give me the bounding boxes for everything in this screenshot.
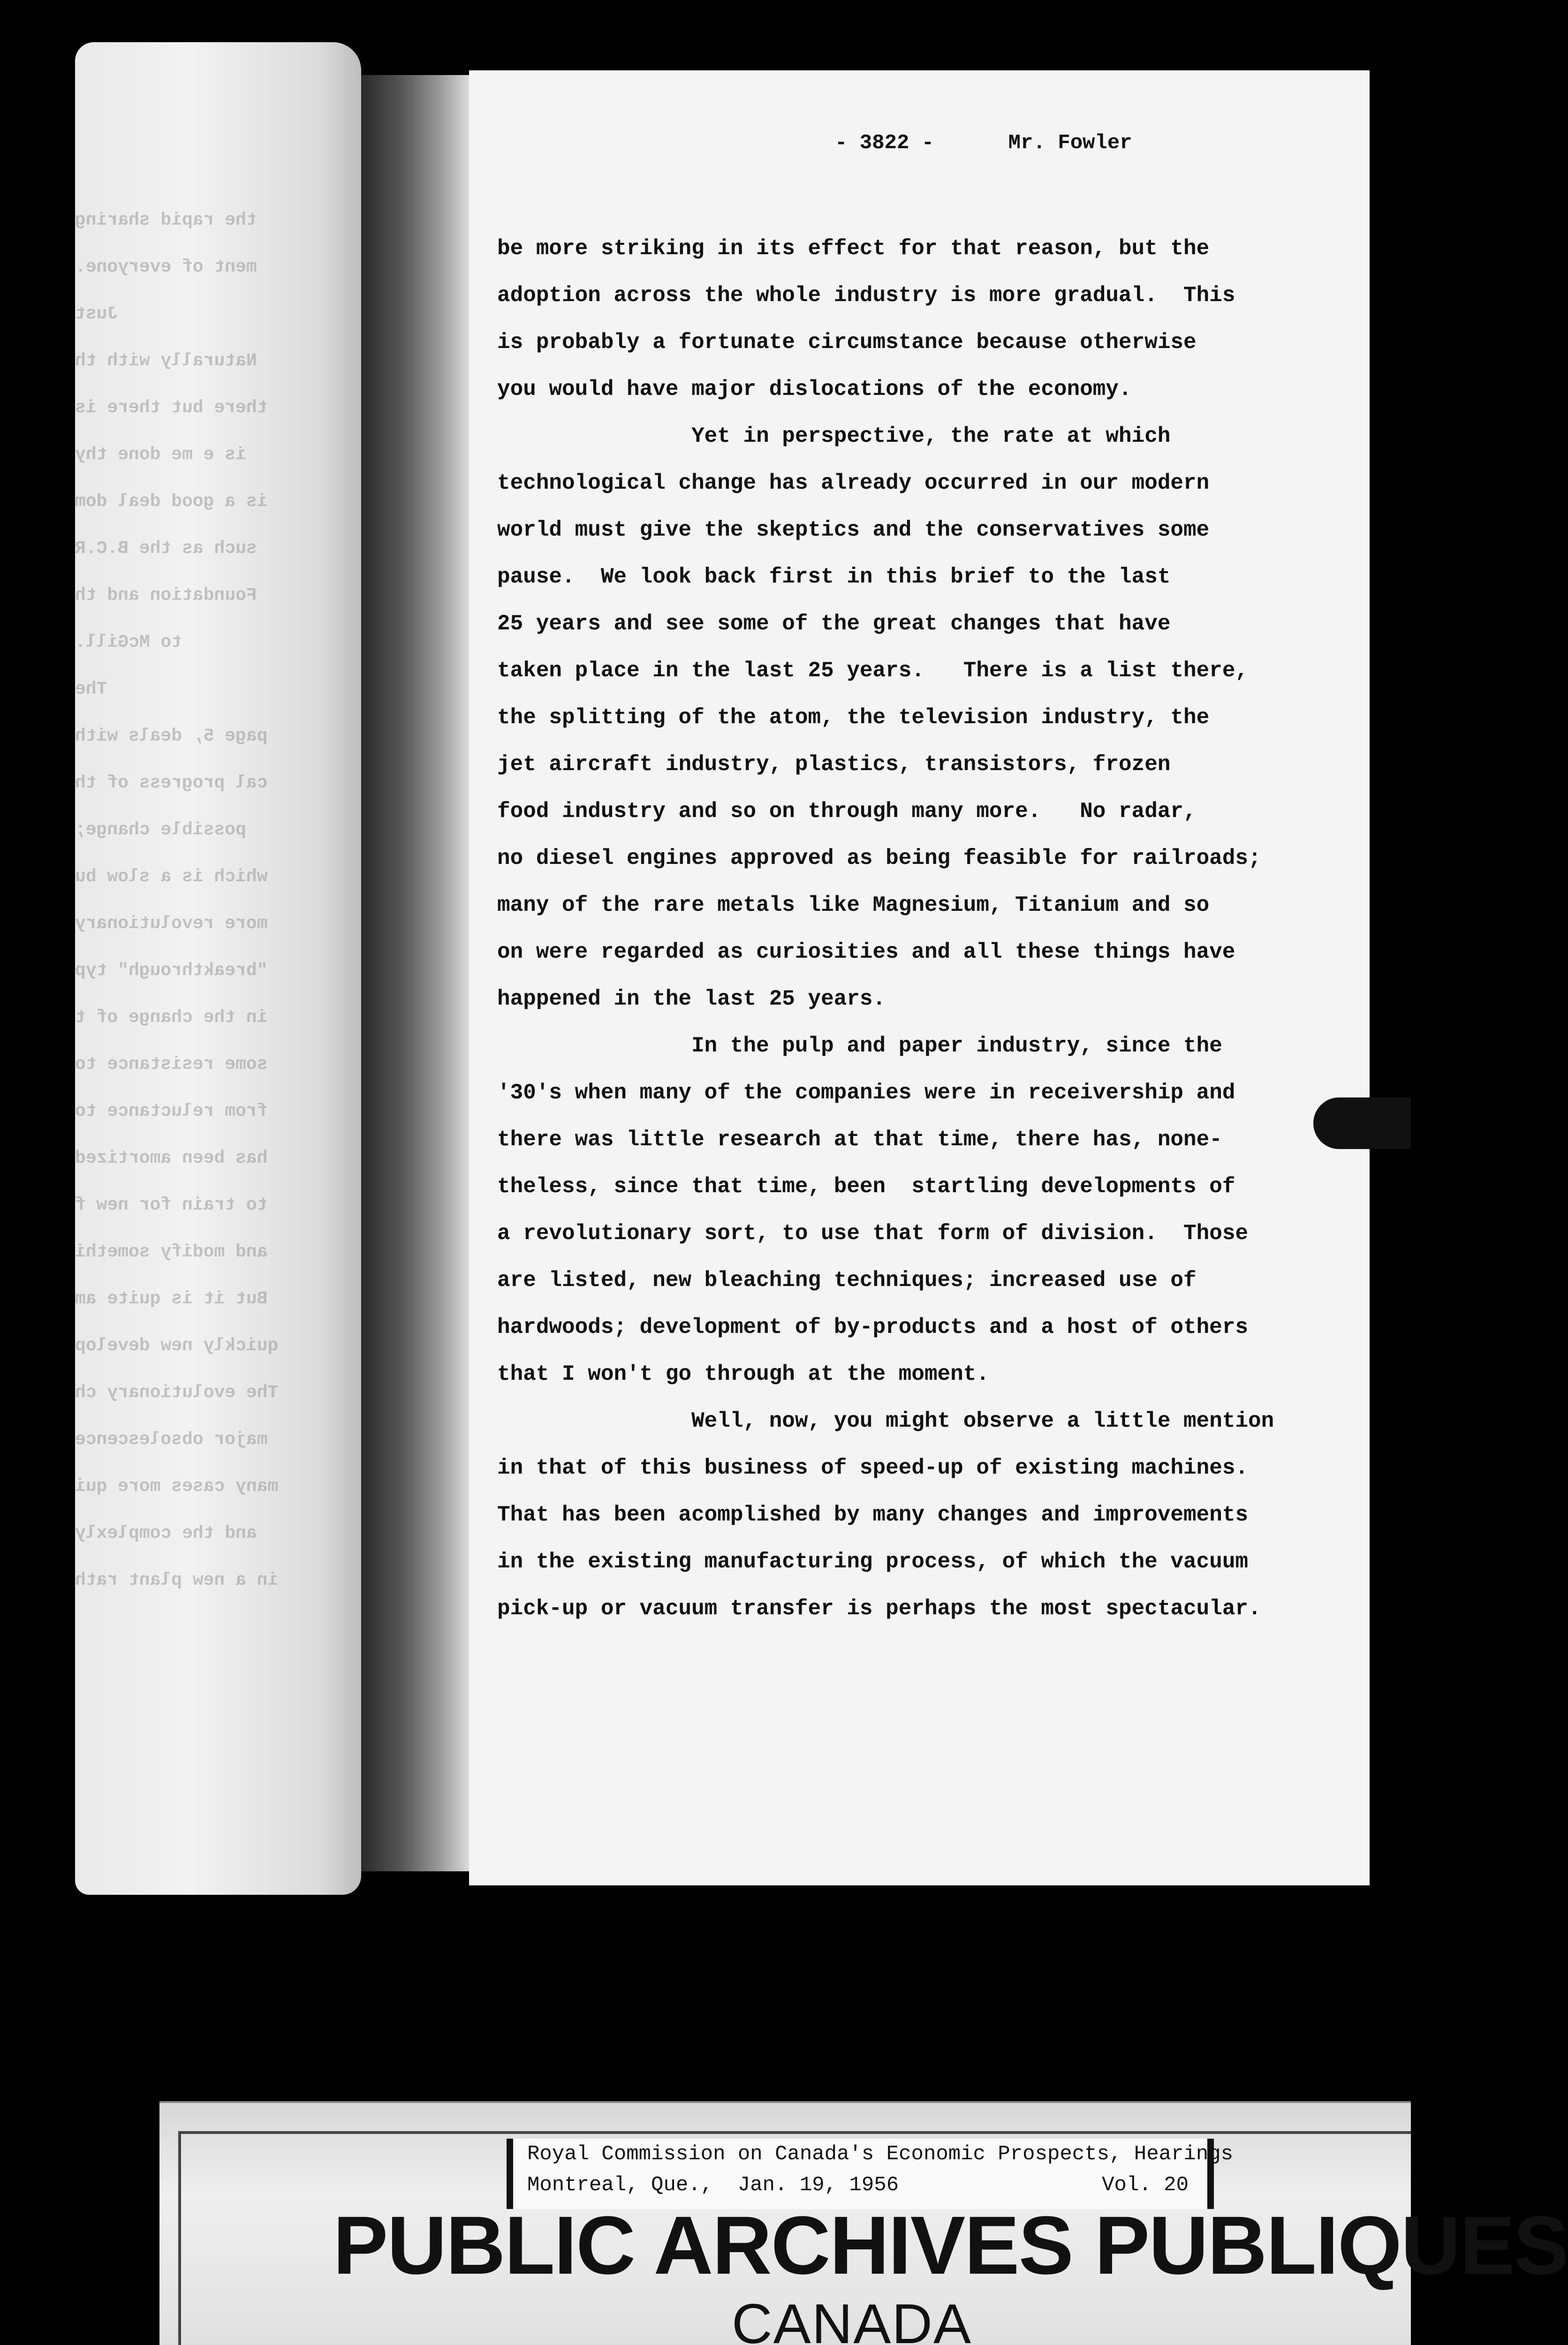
left-page-line: some resistance to — [75, 1054, 268, 1074]
left-page-line: The evolutionary ch — [75, 1383, 279, 1403]
transcript-line: hardwoods; development of by-products and a host of others — [497, 1315, 1249, 1339]
transcript-line: world must give the skeptics and the conservatives some — [497, 518, 1210, 542]
left-page-line: to train for new f — [75, 1195, 268, 1215]
left-page-line: and the complexly — [75, 1523, 257, 1543]
transcript-line: you would have major dislocations of the economy. — [497, 377, 1132, 401]
typed-page — [469, 70, 1370, 1885]
archives-title: PUBLIC ARCHIVES PUBLIQUES — [333, 2200, 1568, 2292]
transcript-line: is probably a fortunate circumstance because otherwise — [497, 330, 1197, 355]
archives-country: CANADA — [732, 2292, 972, 2345]
transcript-body — [497, 225, 1360, 1632]
transcript-line: food industry and so on through many more. No radar, — [497, 799, 1197, 824]
transcript-line: pick-up or vacuum transfer is perhaps the most spectacular. — [497, 1596, 1261, 1621]
transcript-line: many of the rare metals like Magnesium, Titanium and so — [497, 893, 1210, 917]
left-page-line: there but there is — [75, 398, 268, 418]
transcript-line: on were regarded as curiosities and all these things have — [497, 940, 1235, 964]
transcript-line: Well, now, you might observe a little mention — [497, 1409, 1274, 1433]
left-page-line: many cases more qui — [75, 1476, 279, 1497]
transcript-line: 25 years and see some of the great changes that have — [497, 612, 1171, 636]
left-page-line: cal progress of th — [75, 773, 268, 793]
transcript-line: a revolutionary sort, to use that form of division. Those — [497, 1221, 1249, 1246]
left-page-line: and modify somethi — [75, 1242, 268, 1262]
left-page-line: The — [75, 679, 107, 699]
left-page-line: is e me done thy — [75, 445, 246, 465]
left-page-line: which is a slow bu — [75, 867, 268, 887]
left-page-line: "breakthrough" typ — [75, 961, 268, 981]
left-page-line: such as the B.C.R — [75, 538, 257, 559]
left-page-line: major obsolescence — [75, 1430, 268, 1450]
left-page-line: quickly new develop — [75, 1336, 279, 1356]
transcript-line: in that of this business of speed-up of existing machines. — [497, 1456, 1249, 1480]
left-page-line: possible change; — [75, 820, 246, 840]
transcript-line: are listed, new bleaching techniques; increased use of — [497, 1268, 1197, 1293]
transcript-line: theless, since that time, been startling developments of — [497, 1174, 1235, 1199]
page-fold-shadow — [361, 75, 474, 1871]
left-page-line: But it is quite am — [75, 1289, 268, 1309]
transcript-line: In the pulp and paper industry, since the — [497, 1034, 1222, 1058]
citation-place-date: Montreal, Que., Jan. 19, 1956 — [527, 2173, 899, 2197]
speaker-name: Mr. Fowler — [1008, 131, 1132, 155]
left-page-line: in a new plant rath — [75, 1570, 279, 1590]
page-header — [835, 131, 1132, 155]
transcript-line: no diesel engines approved as being feasible for railroads; — [497, 846, 1261, 870]
page-number: - 3822 - — [835, 131, 934, 155]
citation-slip — [507, 2139, 1234, 2209]
citation-volume: Vol. 20 — [1102, 2173, 1189, 2197]
left-page-bleed-text — [75, 197, 338, 1604]
left-page-line: Foundation and th — [75, 585, 257, 605]
left-page-line: from reluctance to — [75, 1101, 268, 1121]
left-page-line: Just — [75, 304, 118, 324]
transcript-line: '30's when many of the companies were in receivership and — [497, 1081, 1235, 1105]
left-page-line: is a good deal dom — [75, 492, 268, 512]
page-side-tab — [1313, 1097, 1411, 1149]
left-page-line: has been amortized — [75, 1148, 268, 1168]
transcript-line: there was little research at that time, there has, none- — [497, 1127, 1222, 1152]
transcript-line: that I won't go through at the moment. — [497, 1362, 989, 1386]
left-page-line: to McGill. — [75, 632, 182, 652]
transcript-line: in the existing manufacturing process, of which the vacuum — [497, 1550, 1249, 1574]
transcript-line: pause. We look back first in this brief to the last — [497, 565, 1171, 589]
citation-title: Royal Commission on Canada's Economic Prospects, Hearings — [527, 2142, 1234, 2166]
transcript-line: adoption across the whole industry is more gradual. This — [497, 283, 1235, 308]
left-page-line: the rapid sharing — [75, 210, 257, 230]
left-page-line: ment of everyone. — [75, 257, 257, 277]
transcript-line: the splitting of the atom, the television industry, the — [497, 705, 1210, 730]
left-page-line: Naturally with th — [75, 351, 257, 371]
transcript-line: That has been acomplished by many changes and improvements — [497, 1503, 1249, 1527]
transcript-line: Yet in perspective, the rate at which — [497, 424, 1171, 448]
transcript-line: jet aircraft industry, plastics, transistors, frozen — [497, 752, 1171, 777]
left-facing-page — [75, 42, 361, 1895]
transcript-line: technological change has already occurred in our modern — [497, 471, 1210, 495]
left-page-line: more revolutionary — [75, 914, 268, 934]
transcript-line: be more striking in its effect for that reason, but the — [497, 236, 1210, 261]
transcript-line: happened in the last 25 years. — [497, 987, 886, 1011]
left-page-line: in the change of t — [75, 1007, 268, 1028]
transcript-line: taken place in the last 25 years. There is a list there, — [497, 658, 1249, 683]
left-page-line: page 5, deals with — [75, 726, 268, 746]
